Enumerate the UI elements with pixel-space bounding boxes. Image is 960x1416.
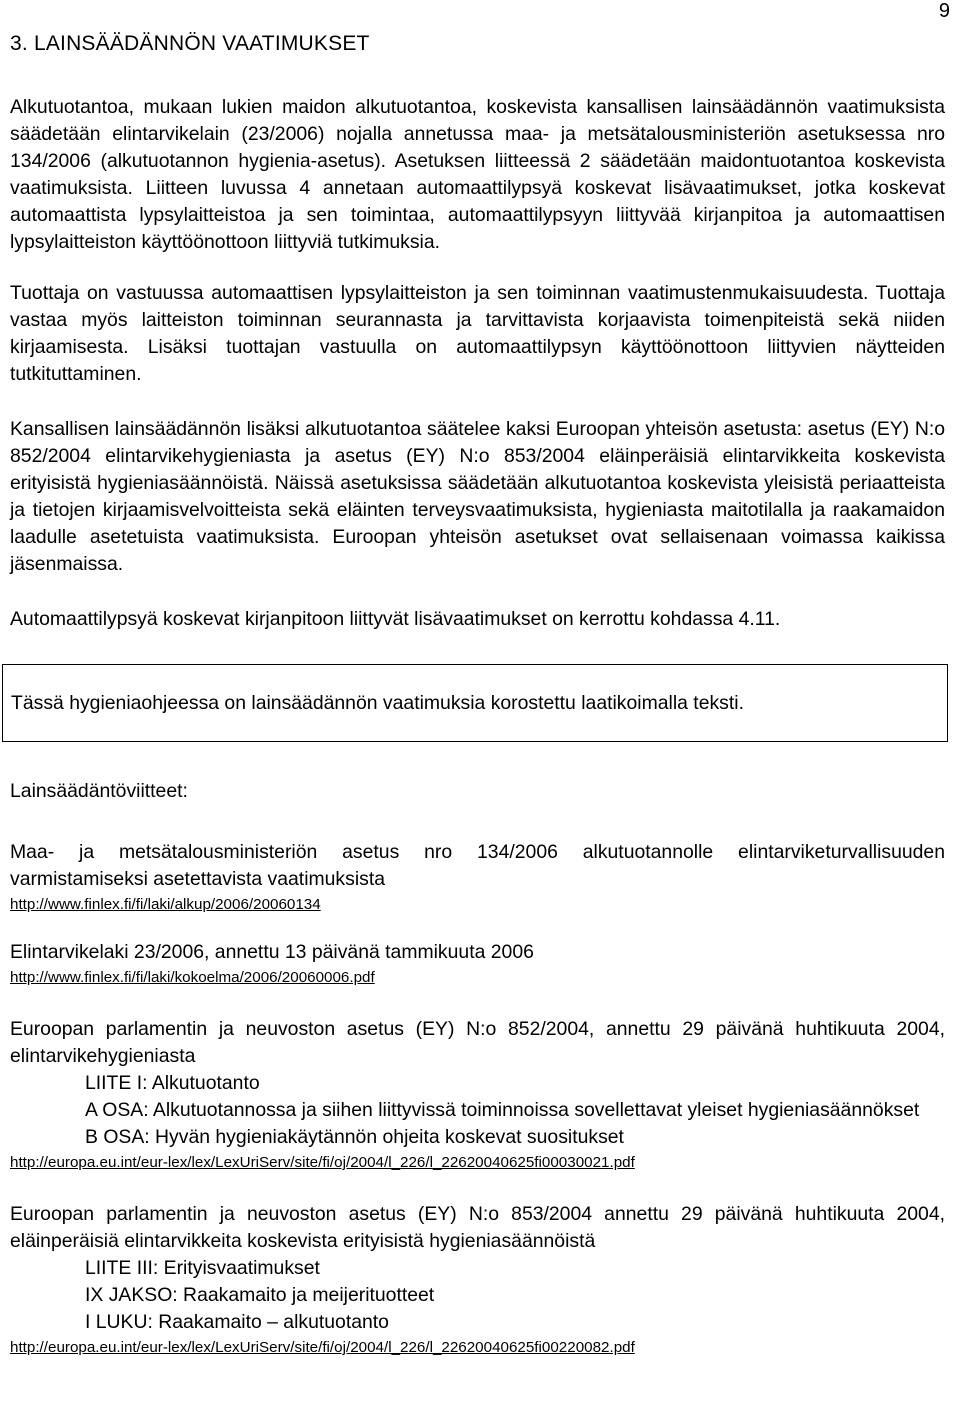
paragraph-producer-responsibility: Tuottaja on vastuussa automaattisen lypsylaitteiston ja sen toiminnan vaatimustenmukaisuudesta. Tuottaja vastaa myös laitteiston toiminnan seurannasta ja tarvittavista korjaavista toimenpiteistä sekä niiden kirjaamisesta. Lisäksi tuottajan vastuulla on automaattilypsyn käyttöönottoon liittyvien näytteiden tutkituttaminen. (10, 282, 945, 385)
reference-title: Maa- ja metsätalousministeriön asetus nro 134/2006 alkutuotannolle elintarviketurvallisuuden varmistamiseksi asetettavista vaatimuksista (10, 841, 945, 890)
page-content (10, 0, 945, 1360)
reference-item (10, 1201, 945, 1360)
reference-link[interactable]: http://www.finlex.fi/fi/laki/kokoelma/2006/20060006.pdf (10, 969, 375, 986)
references-title: Lainsäädäntöviitteet: (10, 780, 188, 802)
reference-link[interactable]: http://www.finlex.fi/fi/laki/alkup/2006/20060134 (10, 896, 321, 913)
reference-subitem: B OSA: Hyvän hygieniakäytännön ohjeita koskevat suositukset (85, 1126, 624, 1148)
reference-title: Euroopan parlamentin ja neuvoston asetus (EY) N:o 853/2004 annettu 29 päivänä huhtikuuta 2004, eläinperäisiä elintarvikkeita koskevista erityisistä hygieniasäännöistä (10, 1203, 945, 1252)
paragraph-eu-regulations: Kansallisen lainsäädännön lisäksi alkutuotantoa säätelee kaksi Euroopan yhteisön asetusta: asetus (EY) N:o 852/2004 elintarvikehygieniasta ja asetus (EY) N:o 853/2004 eläinperäisiä elintarvikkeita koskevista erityisistä hygieniasäännöistä. Näissä asetuksissa säädetään alkutuotantoa koskevista yleisistä periaatteista ja tietojen kirjaamisvelvoitteista sekä eläinten terveysvaatimuksista, hygieniasta maitotilalla ja raakamaidon laadulle asetetuista vaatimuksista. Euroopan yhteisön asetukset ovat sellaisenaan voimassa kaikissa jäsenmaissa. (10, 418, 945, 575)
page-number: 9 (938, 0, 950, 22)
reference-item (10, 839, 945, 917)
section-heading: 3. LAINSÄÄDÄNNÖN VAATIMUKSET (10, 32, 370, 55)
reference-subitem: I LUKU: Raakamaito – alkutuotanto (85, 1311, 389, 1333)
reference-link[interactable]: http://europa.eu.int/eur-lex/lex/LexUriServ/site/fi/oj/2004/l_226/l_22620040625fi00220082.pdf (10, 1339, 635, 1356)
note-box-text: Tässä hygieniaohjeessa on lainsäädännön vaatimuksia korostettu laatikoimalla teksti. (11, 691, 744, 714)
reference-subitem: LIITE I: Alkutuotanto (85, 1072, 260, 1094)
reference-item (10, 1016, 945, 1175)
reference-subitem: IX JAKSO: Raakamaito ja meijerituotteet (85, 1284, 435, 1306)
paragraph-bookkeeping-reference: Automaattilypsyä koskevat kirjanpitoon liittyvät lisävaatimukset on kerrottu kohdassa 4.11. (10, 608, 781, 630)
legislation-note-box (2, 664, 948, 742)
paragraph-national-legislation: Alkutuotantoa, mukaan lukien maidon alkutuotantoa, koskevista kansallisen lainsäädännön vaatimuksista säädetään elintarvikelain (23/2006) nojalla annetussa maa- ja metsätalousministeriön asetuksessa nro 134/2006 (alkutuotannon hygienia-asetus). Asetuksen liitteessä 2 säädetään maidontuotantoa koskevista vaatimuksista. Liitteen luvussa 4 annetaan automaattilypsyä koskevat lisävaatimukset, jotka koskevat automaattista lypsylaitteistoa ja sen toimintaa, automaattilypsyyn liittyvää kirjanpitoa ja automaattisen lypsylaitteiston käyttöönottoon liittyviä tutkimuksia. (10, 96, 945, 253)
reference-title: Elintarvikelaki 23/2006, annettu 13 päivänä tammikuuta 2006 (10, 941, 534, 963)
reference-subitem: A OSA: Alkutuotannossa ja siihen liittyvissä toiminnoissa sovellettavat yleiset hygieniasäännökset (85, 1099, 920, 1121)
reference-link[interactable]: http://europa.eu.int/eur-lex/lex/LexUriServ/site/fi/oj/2004/l_226/l_22620040625fi00030021.pdf (10, 1154, 635, 1171)
reference-subitem: LIITE III: Erityisvaatimukset (85, 1257, 320, 1279)
reference-title: Euroopan parlamentin ja neuvoston asetus (EY) N:o 852/2004, annettu 29 päivänä huhtikuuta 2004, elintarvikehygieniasta (10, 1018, 945, 1067)
reference-item (10, 939, 945, 990)
